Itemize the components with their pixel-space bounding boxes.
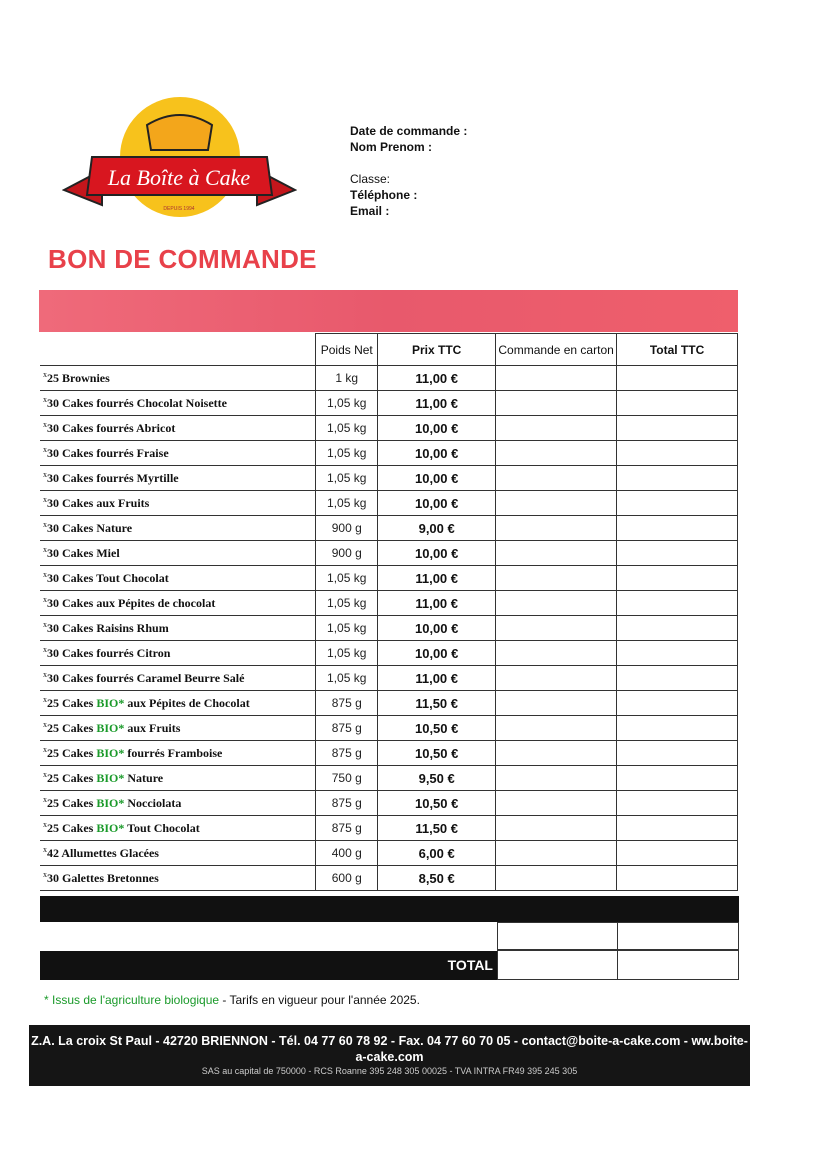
table-row bbox=[40, 666, 738, 691]
product-weight: 1,05 kg bbox=[316, 441, 378, 466]
product-price: 9,00 € bbox=[378, 516, 496, 541]
product-suffix: aux Pépites de Chocolat bbox=[124, 696, 250, 710]
mark: x bbox=[43, 820, 47, 829]
bio-tag: BIO* bbox=[96, 771, 125, 785]
product-price: 11,50 € bbox=[378, 816, 496, 841]
product-name bbox=[40, 766, 316, 791]
row-total-cell[interactable] bbox=[617, 616, 738, 641]
table-row bbox=[40, 416, 738, 441]
footer-legal: SAS au capital de 750000 - RCS Roanne 395 248 305 00025 - TVA INTRA FR49 395 245 305 bbox=[201, 1066, 578, 1076]
customer-fields bbox=[350, 123, 467, 219]
table-row bbox=[40, 516, 738, 541]
order-quantity-cell[interactable] bbox=[496, 691, 617, 716]
product-weight: 875 g bbox=[316, 816, 378, 841]
table-row bbox=[40, 466, 738, 491]
product-suffix: Tout Chocolat bbox=[124, 821, 200, 835]
header-weight: Poids Net bbox=[316, 334, 378, 366]
product-weight: 900 g bbox=[316, 516, 378, 541]
product-weight: 1 kg bbox=[316, 366, 378, 391]
product-price: 8,50 € bbox=[378, 866, 496, 891]
row-total-cell[interactable] bbox=[617, 366, 738, 391]
product-label: 42 Allumettes Glacées bbox=[47, 846, 159, 860]
order-quantity-cell[interactable] bbox=[496, 566, 617, 591]
product-name bbox=[40, 741, 316, 766]
row-total-cell[interactable] bbox=[617, 791, 738, 816]
product-label: 30 Cakes fourrés Fraise bbox=[47, 446, 169, 460]
product-label: 30 Cakes fourrés Chocolat Noisette bbox=[47, 396, 227, 410]
product-label: 25 Cakes bbox=[47, 696, 97, 710]
product-weight: 1,05 kg bbox=[316, 591, 378, 616]
row-total-cell[interactable] bbox=[617, 716, 738, 741]
product-label: 30 Cakes Miel bbox=[47, 546, 120, 560]
order-quantity-cell[interactable] bbox=[496, 391, 617, 416]
row-total-cell[interactable] bbox=[617, 741, 738, 766]
mark: x bbox=[43, 870, 47, 879]
product-label: 25 Cakes bbox=[47, 796, 97, 810]
product-weight: 875 g bbox=[316, 791, 378, 816]
row-total-cell[interactable] bbox=[617, 841, 738, 866]
order-table bbox=[40, 333, 738, 891]
order-quantity-cell[interactable] bbox=[496, 441, 617, 466]
tariff-note: - Tarifs en vigueur pour l'année 2025. bbox=[219, 993, 420, 1007]
product-price: 10,00 € bbox=[378, 641, 496, 666]
product-name bbox=[40, 441, 316, 466]
product-price: 9,50 € bbox=[378, 766, 496, 791]
product-price: 6,00 € bbox=[378, 841, 496, 866]
mark: x bbox=[43, 445, 47, 454]
product-weight: 875 g bbox=[316, 716, 378, 741]
order-quantity-cell[interactable] bbox=[496, 666, 617, 691]
table-row bbox=[40, 441, 738, 466]
order-quantity-cell[interactable] bbox=[496, 466, 617, 491]
row-total-cell[interactable] bbox=[617, 491, 738, 516]
product-weight: 1,05 kg bbox=[316, 566, 378, 591]
mark: x bbox=[43, 470, 47, 479]
header-banner bbox=[39, 290, 738, 332]
product-label: 30 Cakes fourrés Myrtille bbox=[47, 471, 179, 485]
row-total-cell[interactable] bbox=[617, 591, 738, 616]
separator-bar bbox=[40, 896, 739, 922]
product-label: 30 Cakes fourrés Caramel Beurre Salé bbox=[47, 671, 245, 685]
product-price: 10,50 € bbox=[378, 716, 496, 741]
product-name bbox=[40, 616, 316, 641]
mark: x bbox=[43, 395, 47, 404]
mark: x bbox=[43, 420, 47, 429]
row-total-cell[interactable] bbox=[617, 566, 738, 591]
row-total-cell[interactable] bbox=[617, 466, 738, 491]
header-total: Total TTC bbox=[617, 334, 738, 366]
row-total-cell[interactable] bbox=[617, 766, 738, 791]
table-row bbox=[40, 791, 738, 816]
product-suffix: Nocciolata bbox=[124, 796, 182, 810]
empty-order-cell[interactable] bbox=[497, 922, 618, 950]
product-suffix: aux Fruits bbox=[124, 721, 181, 735]
mark: x bbox=[43, 695, 47, 704]
order-quantity-cell[interactable] bbox=[496, 741, 617, 766]
table-row bbox=[40, 841, 738, 866]
product-price: 10,50 € bbox=[378, 741, 496, 766]
product-price: 10,00 € bbox=[378, 466, 496, 491]
product-weight: 1,05 kg bbox=[316, 641, 378, 666]
product-name bbox=[40, 816, 316, 841]
order-quantity-cell[interactable] bbox=[496, 816, 617, 841]
product-price: 10,00 € bbox=[378, 491, 496, 516]
product-name bbox=[40, 841, 316, 866]
product-price: 10,00 € bbox=[378, 616, 496, 641]
total-order-cell[interactable] bbox=[497, 950, 618, 980]
product-label: 30 Galettes Bretonnes bbox=[47, 871, 159, 885]
table-row bbox=[40, 741, 738, 766]
product-price: 10,00 € bbox=[378, 416, 496, 441]
product-suffix: fourrés Framboise bbox=[124, 746, 223, 760]
product-name bbox=[40, 791, 316, 816]
bio-tag: BIO* bbox=[96, 796, 125, 810]
product-label: 30 Cakes Raisins Rhum bbox=[47, 621, 169, 635]
product-name bbox=[40, 416, 316, 441]
phone-label: Téléphone : bbox=[350, 188, 418, 202]
product-name bbox=[40, 691, 316, 716]
order-quantity-cell[interactable] bbox=[496, 791, 617, 816]
product-label: 30 Cakes aux Pépites de chocolat bbox=[47, 596, 216, 610]
product-label: 25 Cakes bbox=[47, 746, 97, 760]
svg-text:La Boîte à Cake: La Boîte à Cake bbox=[107, 165, 251, 190]
company-footer bbox=[29, 1025, 750, 1086]
table-row bbox=[40, 816, 738, 841]
order-quantity-cell[interactable] bbox=[496, 866, 617, 891]
table-row bbox=[40, 566, 738, 591]
table-row bbox=[40, 391, 738, 416]
order-quantity-cell[interactable] bbox=[496, 366, 617, 391]
product-weight: 900 g bbox=[316, 541, 378, 566]
product-price: 10,50 € bbox=[378, 791, 496, 816]
product-suffix: Nature bbox=[124, 771, 164, 785]
product-price: 11,00 € bbox=[378, 666, 496, 691]
bio-tag: BIO* bbox=[96, 746, 125, 760]
product-name bbox=[40, 566, 316, 591]
order-quantity-cell[interactable] bbox=[496, 491, 617, 516]
product-label: 30 Cakes fourrés Citron bbox=[47, 646, 171, 660]
table-row bbox=[40, 716, 738, 741]
mark: x bbox=[43, 745, 47, 754]
table-row bbox=[40, 616, 738, 641]
product-label: 25 Cakes bbox=[47, 821, 97, 835]
product-price: 10,00 € bbox=[378, 541, 496, 566]
total-amount-cell[interactable] bbox=[617, 950, 739, 980]
product-name bbox=[40, 466, 316, 491]
product-label: 25 Cakes bbox=[47, 721, 97, 735]
mark: x bbox=[43, 720, 47, 729]
row-total-cell[interactable] bbox=[617, 541, 738, 566]
table-row bbox=[40, 691, 738, 716]
header-product bbox=[40, 334, 316, 366]
header-order: Commande en carton bbox=[496, 334, 617, 366]
page-title: BON DE COMMANDE bbox=[48, 244, 317, 274]
product-price: 11,50 € bbox=[378, 691, 496, 716]
product-weight: 1,05 kg bbox=[316, 666, 378, 691]
table-row bbox=[40, 491, 738, 516]
mark: x bbox=[43, 795, 47, 804]
la-boite-a-cake-logo bbox=[62, 95, 297, 225]
table-row bbox=[40, 591, 738, 616]
product-name bbox=[40, 866, 316, 891]
product-label: 30 Cakes Nature bbox=[47, 521, 133, 535]
table-row bbox=[40, 766, 738, 791]
product-weight: 1,05 kg bbox=[316, 491, 378, 516]
product-weight: 600 g bbox=[316, 866, 378, 891]
name-label: Nom Prenom : bbox=[350, 140, 433, 154]
row-total-cell[interactable] bbox=[617, 691, 738, 716]
order-date-label: Date de commande : bbox=[350, 124, 468, 138]
email-label: Email : bbox=[350, 204, 390, 218]
order-quantity-cell[interactable] bbox=[496, 541, 617, 566]
product-weight: 1,05 kg bbox=[316, 616, 378, 641]
mark: x bbox=[43, 595, 47, 604]
bio-note: * Issus de l'agriculture biologique bbox=[44, 993, 220, 1007]
product-label: 25 Brownies bbox=[47, 371, 110, 385]
product-name bbox=[40, 366, 316, 391]
mark: x bbox=[43, 645, 47, 654]
class-label: Classe: bbox=[350, 172, 391, 186]
product-price: 11,00 € bbox=[378, 391, 496, 416]
mark: x bbox=[43, 495, 47, 504]
order-quantity-cell[interactable] bbox=[496, 416, 617, 441]
product-weight: 1,05 kg bbox=[316, 466, 378, 491]
product-weight: 400 g bbox=[316, 841, 378, 866]
mark: x bbox=[43, 620, 47, 629]
mark: x bbox=[43, 370, 47, 379]
table-row bbox=[40, 541, 738, 566]
product-label: 30 Cakes fourrés Abricot bbox=[47, 421, 176, 435]
row-total-cell[interactable] bbox=[617, 516, 738, 541]
row-total-cell[interactable] bbox=[617, 441, 738, 466]
footer-address: Z.A. La croix St Paul - 42720 BRIENNON - Tél. 04 77 60 78 92 - Fax. 04 77 60 70 05 - contact@boite-a-cake.com - ww.boite-a-cake.com bbox=[31, 1034, 748, 1064]
bio-tag: BIO* bbox=[96, 821, 125, 835]
product-name bbox=[40, 516, 316, 541]
row-total-cell[interactable] bbox=[617, 416, 738, 441]
row-total-cell[interactable] bbox=[617, 641, 738, 666]
product-price: 10,00 € bbox=[378, 441, 496, 466]
product-label: 25 Cakes bbox=[47, 771, 97, 785]
mark: x bbox=[43, 670, 47, 679]
table-row bbox=[40, 866, 738, 891]
product-name bbox=[40, 641, 316, 666]
product-price: 11,00 € bbox=[378, 366, 496, 391]
product-name bbox=[40, 716, 316, 741]
product-weight: 875 g bbox=[316, 691, 378, 716]
empty-total-cell[interactable] bbox=[617, 922, 739, 950]
product-price: 11,00 € bbox=[378, 566, 496, 591]
bio-tag: BIO* bbox=[96, 696, 125, 710]
row-total-cell[interactable] bbox=[617, 391, 738, 416]
product-weight: 875 g bbox=[316, 741, 378, 766]
order-quantity-cell[interactable] bbox=[496, 616, 617, 641]
product-weight: 1,05 kg bbox=[316, 391, 378, 416]
order-quantity-cell[interactable] bbox=[496, 516, 617, 541]
product-price: 11,00 € bbox=[378, 591, 496, 616]
mark: x bbox=[43, 770, 47, 779]
order-quantity-cell[interactable] bbox=[496, 641, 617, 666]
order-quantity-cell[interactable] bbox=[496, 766, 617, 791]
product-name bbox=[40, 491, 316, 516]
product-name bbox=[40, 591, 316, 616]
row-total-cell[interactable] bbox=[617, 816, 738, 841]
mark: x bbox=[43, 570, 47, 579]
order-quantity-cell[interactable] bbox=[496, 591, 617, 616]
product-label: 30 Cakes aux Fruits bbox=[47, 496, 150, 510]
product-name bbox=[40, 541, 316, 566]
product-name bbox=[40, 666, 316, 691]
mark: x bbox=[43, 845, 47, 854]
mark: x bbox=[43, 545, 47, 554]
product-weight: 750 g bbox=[316, 766, 378, 791]
row-total-cell[interactable] bbox=[617, 666, 738, 691]
product-name bbox=[40, 391, 316, 416]
product-weight: 1,05 kg bbox=[316, 416, 378, 441]
order-quantity-cell[interactable] bbox=[496, 841, 617, 866]
table-row bbox=[40, 641, 738, 666]
table-row bbox=[40, 366, 738, 391]
mark: x bbox=[43, 520, 47, 529]
footnote bbox=[44, 993, 420, 1007]
product-label: 30 Cakes Tout Chocolat bbox=[47, 571, 169, 585]
total-label: TOTAL bbox=[40, 951, 497, 980]
row-total-cell[interactable] bbox=[617, 866, 738, 891]
svg-text:DEPUIS 1994: DEPUIS 1994 bbox=[163, 206, 195, 212]
bio-tag: BIO* bbox=[96, 721, 125, 735]
order-quantity-cell[interactable] bbox=[496, 716, 617, 741]
header-price: Prix TTC bbox=[378, 334, 496, 366]
